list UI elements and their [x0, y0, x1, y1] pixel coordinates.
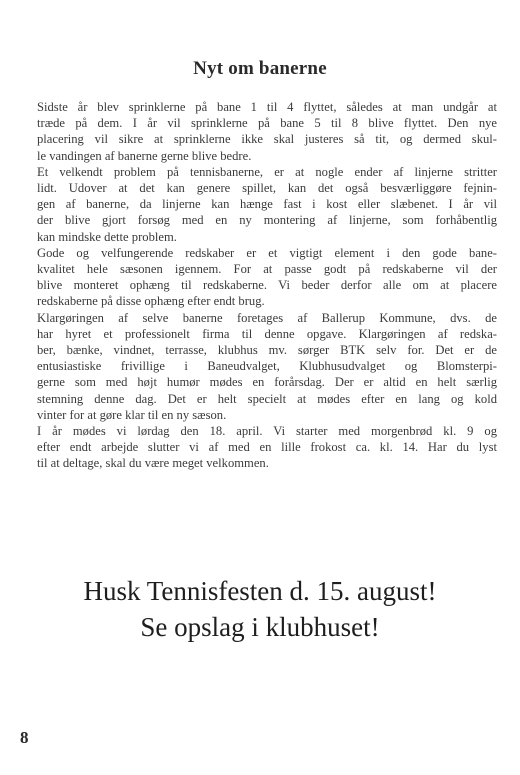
body-line: kan mindske dette problem.	[37, 229, 177, 244]
body-line: placering vil sikre at sprinklerne ikke skal justeres så tit, og dermed skul-	[37, 132, 497, 147]
announcement-line-2: Se opslag i klubhuset!	[140, 612, 380, 642]
body-line: redskaberne på disse ophæng efter endt brug.	[37, 294, 265, 309]
body-line: træde på dem. I år vil sprinklerne på bane 5 til 8 blive flyttet. Den nye	[37, 116, 497, 131]
body-line: ber, bænke, vindnet, terrasse, klubhus mv. sørger BTK selv for. Det er de	[37, 343, 497, 358]
body-line: I år mødes vi lørdag den 18. april. Vi starter med morgenbrød kl. 9 og	[37, 424, 497, 439]
body-line: har hyret et professionelt firma til denne opgave. Klargøringen af redska-	[37, 326, 497, 341]
announcement-line-1: Husk Tennisfesten d. 15. august!	[83, 576, 437, 606]
body-line: blive monteret ophæng til redskaberne. Vi beder derfor alle om at placere	[37, 278, 497, 293]
article-body	[37, 99, 497, 472]
announcement	[0, 573, 520, 645]
body-line: efter endt arbejde slutter vi af med en lille frokost ca. kl. 14. Har du lyst	[37, 440, 497, 455]
body-line: Sidste år blev sprinklerne på bane 1 til 4 flyttet, således at man undgår at	[37, 100, 497, 114]
body-line: gen af banerne, da linjerne kan hænge fast i kost eller slæbenet. I år vil	[37, 197, 497, 212]
body-line: gerne som med højt humør mødes en forårsdag. Der er altid en helt særlig	[37, 375, 497, 390]
body-line: stemning denne dag. Det er helt specielt at mødes efter en lang og kold	[37, 391, 497, 406]
body-line: vinter for at gøre klar til en ny sæson.	[37, 407, 227, 422]
body-line: der blive gjort forsøg med en ny montering af linjerne, som forhåbentlig	[37, 213, 497, 228]
body-line: Klargøringen af selve banerne foretages af Ballerup Kommune, dvs. de	[37, 310, 497, 325]
body-line: entusiastiske frivillige i Baneudvalget, Klubhusudvalget og Blomsterpi-	[37, 359, 497, 374]
body-line: kvalitet hele sæsonen igennem. For at passe godt på redskaberne vil der	[37, 262, 497, 277]
body-line: Et velkendt problem på tennisbanerne, er at nogle ender af linjerne stritter	[37, 164, 497, 179]
page-number: 8	[20, 728, 29, 747]
body-line: til at deltage, skal du være meget velkommen.	[37, 456, 269, 471]
body-line: le vandingen af banerne gerne blive bedre.	[37, 148, 252, 163]
article-title: Nyt om banerne	[193, 58, 327, 79]
body-line: Gode og velfungerende redskaber er et vigtigt element i den gode bane-	[37, 245, 497, 260]
body-line: lidt. Udover at det kan genere spillet, kan det også besværliggøre fejnin-	[37, 181, 497, 196]
